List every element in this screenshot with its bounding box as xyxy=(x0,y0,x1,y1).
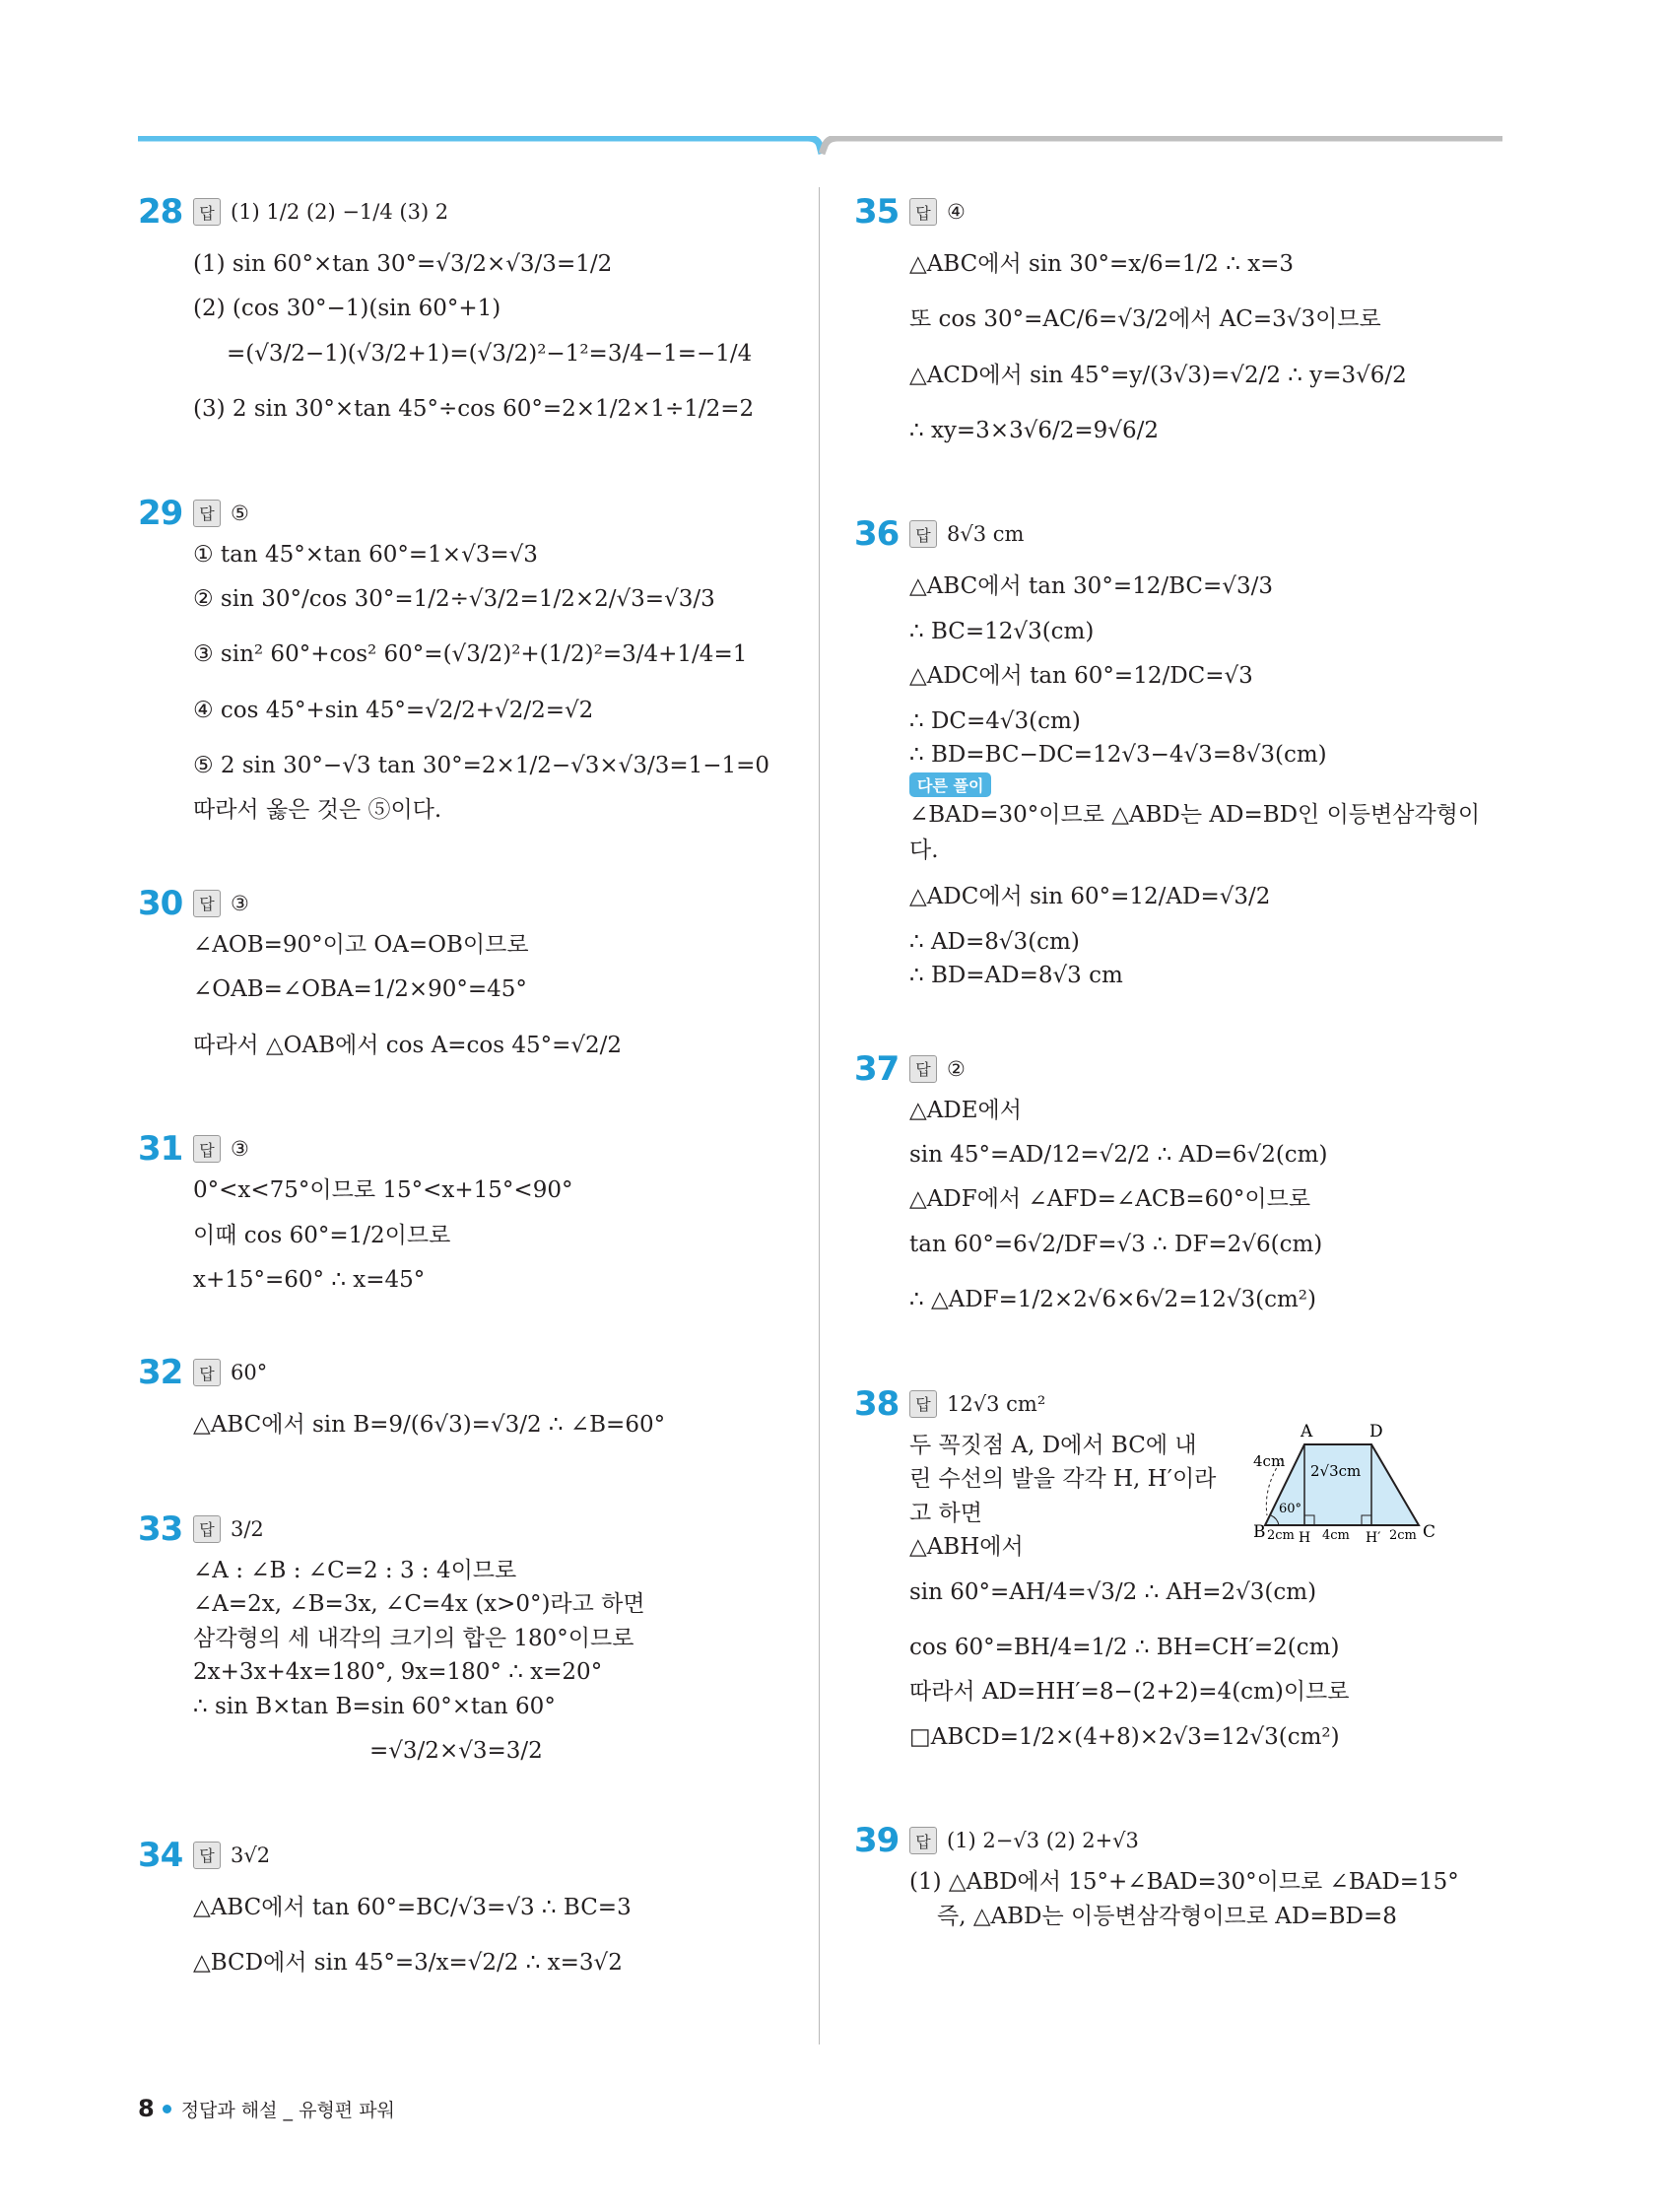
solution-line: ∠AOB=90°이고 OA=OB이므로 xyxy=(193,931,529,958)
solution-line: 두 꼭짓점 A, D에서 BC에 내 xyxy=(909,1432,1197,1458)
answer-badge: 답 xyxy=(193,890,221,917)
solution-line: 즉, △ABD는 이등변삼각형이므로 AD=BD=8 xyxy=(937,1903,1397,1929)
solution-line: △ABH에서 xyxy=(909,1534,1024,1561)
solution-line: 2x+3x+4x=180°, 9x=180° ∴ x=20° xyxy=(193,1659,603,1686)
problem-number: 34 xyxy=(138,1835,183,1875)
solution-line: △ADC에서 tan 60°=12/DC=√3 xyxy=(909,663,1253,690)
answer-badge: 답 xyxy=(193,500,221,527)
solution-line: 또 cos 30°=AC/6=√3/2에서 AC=3√3이므로 xyxy=(909,306,1381,333)
label-h: H xyxy=(1299,1529,1311,1545)
label-seg-hh2: 4cm xyxy=(1322,1527,1350,1543)
problem-39 xyxy=(854,1816,1504,1933)
answer-value: ③ xyxy=(231,891,249,915)
answer-badge: 답 xyxy=(909,198,937,226)
solution-line: ∠BAD=30°이므로 △ABD는 AD=BD인 이등변삼각형이다. xyxy=(909,801,1481,864)
solution-line: △ACD에서 sin 45°=y/(3√3)=√2/2 ∴ y=3√6/2 xyxy=(909,362,1407,388)
problem-35 xyxy=(854,187,1504,458)
solution-line: ② sin 30°/cos 30°=1/2÷√3/2=1/2×2/√3=√3/3 xyxy=(193,586,715,613)
solution-line: ∴ DC=4√3(cm) xyxy=(909,707,1081,734)
problem-28 xyxy=(138,187,798,437)
label-angle: 60° xyxy=(1279,1501,1302,1516)
page-number: 8 xyxy=(138,2095,155,2122)
solution-line: x+15°=60° ∴ x=45° xyxy=(193,1266,426,1293)
problem-37 xyxy=(854,1044,1504,1328)
solution-line: sin 60°=AH/4=√3/2 ∴ AH=2√3(cm) xyxy=(909,1578,1317,1605)
problem-29 xyxy=(138,489,798,828)
solution-line: ∴ BD=BC−DC=12√3−4√3=8√3(cm) xyxy=(909,742,1327,769)
solution-line: △ABC에서 tan 60°=BC/√3=√3 ∴ BC=3 xyxy=(193,1894,632,1920)
answer-value: 8√3 cm xyxy=(947,522,1025,547)
label-a: A xyxy=(1301,1421,1313,1441)
solution-line: ∠OAB=∠OBA=1/2×90°=45° xyxy=(193,976,527,1003)
solution-line: 고 하면 xyxy=(909,1500,982,1526)
answer-value: ⑤ xyxy=(231,501,249,525)
problem-34 xyxy=(138,1831,798,1991)
solution-line: ④ cos 45°+sin 45°=√2/2+√2/2=√2 xyxy=(193,697,594,723)
header-bar xyxy=(138,136,1502,156)
label-seg-bh: 2cm xyxy=(1267,1527,1295,1543)
solution-line: ∴ sin B×tan B=sin 60°×tan 60° xyxy=(193,1693,556,1719)
problem-number: 29 xyxy=(138,493,183,533)
answer-badge: 답 xyxy=(909,1055,937,1083)
solution-line: 0°<x<75°이므로 15°<x+15°<90° xyxy=(193,1177,573,1204)
answer-value: 12√3 cm² xyxy=(947,1391,1046,1416)
problem-33 xyxy=(138,1505,798,1779)
solution-line: 따라서 옳은 것은 ⑤이다. xyxy=(193,797,442,824)
answer-badge: 답 xyxy=(909,1827,937,1854)
answer-value: (1) 1/2 (2) −1/4 (3) 2 xyxy=(231,200,449,224)
problem-number: 39 xyxy=(854,1821,900,1861)
problem-31 xyxy=(138,1124,798,1297)
solution-line: ⑤ 2 sin 30°−√3 tan 30°=2×1/2−√3×√3/3=1−1=0 xyxy=(193,753,770,779)
bullet-dot-icon xyxy=(163,2105,171,2113)
answer-value: ③ xyxy=(231,1137,249,1162)
answer-badge: 답 xyxy=(193,1515,221,1543)
label-h-prime: H′ xyxy=(1366,1529,1381,1545)
problem-number: 30 xyxy=(138,883,183,923)
label-seg-h2c: 2cm xyxy=(1389,1527,1417,1543)
solution-line: ∠A : ∠B : ∠C=2 : 3 : 4이므로 xyxy=(193,1557,517,1583)
solution-line: 따라서 △OAB에서 cos A=cos 45°=√2/2 xyxy=(193,1032,623,1058)
solution-line: ∴ xy=3×3√6/2=9√6/2 xyxy=(909,418,1159,444)
answer-badge: 답 xyxy=(193,198,221,226)
answer-badge: 답 xyxy=(909,1390,937,1418)
problem-number: 33 xyxy=(138,1508,183,1549)
answer-value: ④ xyxy=(947,200,966,224)
solution-line: △ADE에서 xyxy=(909,1097,1022,1123)
problem-number: 38 xyxy=(854,1383,900,1424)
answer-value: ② xyxy=(947,1056,966,1081)
answer-value: 60° xyxy=(231,1361,268,1385)
solution-line: △ABC에서 sin 30°=x/6=1/2 ∴ x=3 xyxy=(909,251,1295,277)
label-c: C xyxy=(1423,1521,1436,1542)
solution-line: ∴ △ADF=1/2×2√6×6√2=12√3(cm²) xyxy=(909,1287,1317,1313)
answer-badge: 답 xyxy=(193,1842,221,1869)
problem-number: 32 xyxy=(138,1353,183,1393)
solution-line: ① tan 45°×tan 60°=1×√3=√3 xyxy=(193,541,538,568)
solution-line: △ADC에서 sin 60°=12/AD=√3/2 xyxy=(909,884,1271,910)
problem-32 xyxy=(138,1348,798,1452)
answer-value: (1) 2−√3 (2) 2+√3 xyxy=(947,1829,1139,1853)
problem-number: 31 xyxy=(138,1129,183,1170)
problem-number: 35 xyxy=(854,192,900,232)
page-footer xyxy=(138,2095,395,2122)
problem-38 xyxy=(854,1379,1504,1766)
problem-number: 36 xyxy=(854,514,900,555)
solution-line: ∠A=2x, ∠B=3x, ∠C=4x (x>0°)라고 하면 xyxy=(193,1591,645,1618)
answer-badge: 답 xyxy=(193,1135,221,1163)
right-column xyxy=(854,187,1504,1984)
column-divider xyxy=(819,187,820,2044)
solution-line: (3) 2 sin 30°×tan 45°÷cos 60°=2×1/2×1÷1/2=2 xyxy=(193,396,755,423)
answer-value: 3√2 xyxy=(231,1843,271,1867)
problem-number: 37 xyxy=(854,1048,900,1089)
solution-line: =√3/2×√3=3/2 xyxy=(369,1738,543,1765)
answer-badge: 답 xyxy=(193,1359,221,1386)
label-height: 2√3cm xyxy=(1310,1461,1362,1480)
solution-line: ∴ BC=12√3(cm) xyxy=(909,618,1095,644)
problem-36 xyxy=(854,509,1504,992)
label-b: B xyxy=(1253,1521,1266,1542)
problem-30 xyxy=(138,879,798,1073)
solution-line: △BCD에서 sin 45°=3/x=√2/2 ∴ x=3√2 xyxy=(193,1949,623,1976)
solution-line: 따라서 AD=HH′=8−(2+2)=4(cm)이므로 xyxy=(909,1679,1350,1706)
solution-line: (2) (cos 30°−1)(sin 60°+1) xyxy=(193,296,501,322)
solution-line: cos 60°=BH/4=1/2 ∴ BH=CH′=2(cm) xyxy=(909,1634,1340,1660)
label-side-4cm: 4cm xyxy=(1253,1451,1286,1470)
solution-line: 이때 cos 60°=1/2이므로 xyxy=(193,1222,451,1248)
solution-line: ∴ AD=8√3(cm) xyxy=(909,928,1080,955)
solution-line: (1) sin 60°×tan 30°=√3/2×√3/3=1/2 xyxy=(193,251,613,277)
solution-line: △ABC에서 sin B=9/(6√3)=√3/2 ∴ ∠B=60° xyxy=(193,1412,666,1439)
solution-line: □ABCD=1/2×(4+8)×2√3=12√3(cm²) xyxy=(909,1723,1340,1750)
trapezoid-diagram xyxy=(1253,1417,1509,1545)
answer-badge: 답 xyxy=(909,520,937,548)
alternative-solution-label: 다른 풀이 xyxy=(909,772,991,797)
solution-line: ③ sin² 60°+cos² 60°=(√3/2)²+(1/2)²=3/4+1/4=1 xyxy=(193,641,748,668)
solution-line: △ABC에서 tan 30°=12/BC=√3/3 xyxy=(909,573,1273,600)
answer-value: 3/2 xyxy=(231,1516,264,1541)
solution-line: tan 60°=6√2/DF=√3 ∴ DF=2√6(cm) xyxy=(909,1231,1323,1257)
solution-line: ∴ BD=AD=8√3 cm xyxy=(909,963,1123,988)
problem-number: 28 xyxy=(138,192,183,232)
left-column xyxy=(138,187,798,2042)
solution-line: △ADF에서 ∠AFD=∠ACB=60°이므로 xyxy=(909,1186,1311,1213)
footer-title: 정답과 해설 _ 유형편 파워 xyxy=(180,2099,395,2121)
solution-line: =(√3/2−1)(√3/2+1)=(√3/2)²−1²=3/4−1=−1/4 xyxy=(227,340,753,367)
label-d: D xyxy=(1369,1421,1383,1441)
solution-line: (1) △ABD에서 15°+∠BAD=30°이므로 ∠BAD=15° xyxy=(909,1869,1459,1896)
solution-line: 린 수선의 발을 각각 H, H′이라 xyxy=(909,1466,1217,1493)
solution-line: sin 45°=AD/12=√2/2 ∴ AD=6√2(cm) xyxy=(909,1142,1328,1168)
solution-line: 삼각형의 세 내각의 크기의 합은 180°이므로 xyxy=(193,1625,634,1651)
